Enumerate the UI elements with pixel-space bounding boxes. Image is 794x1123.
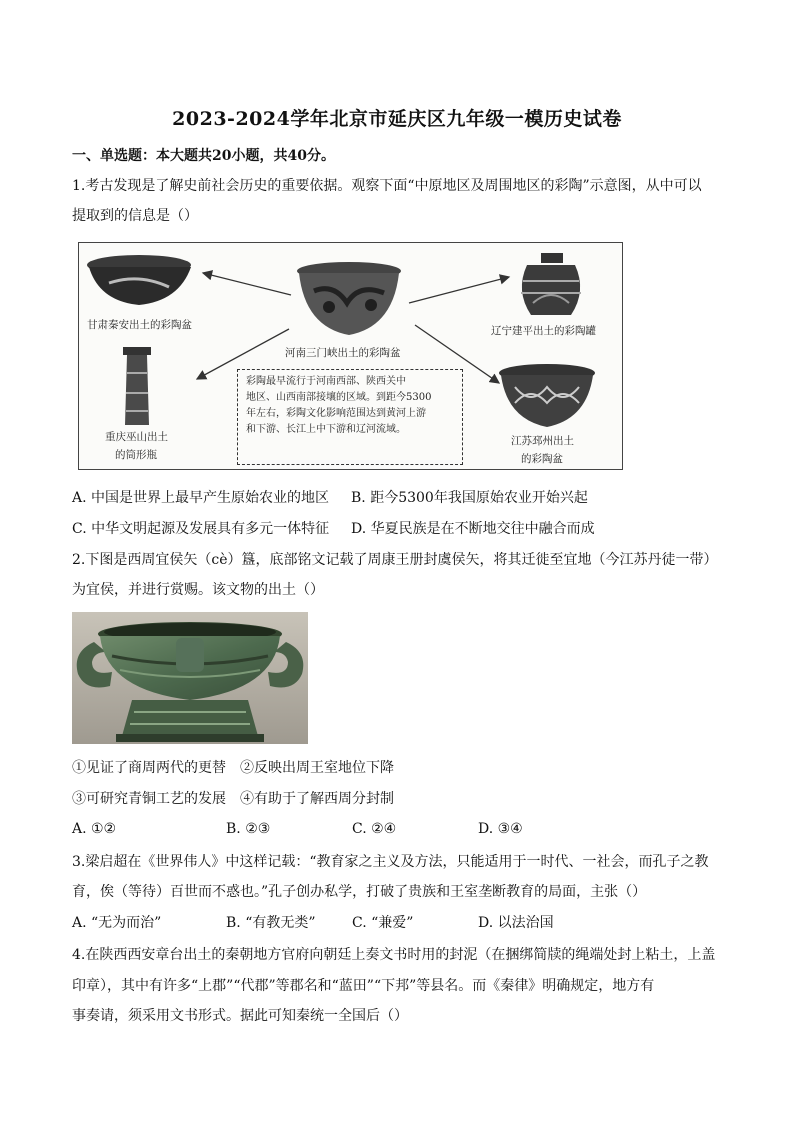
q2-option-d[interactable]: D. ③④ [478,821,523,837]
caption-chongqing-2: 的筒形瓶 [115,449,157,461]
henan-basin-image [297,262,401,335]
q1-option-c[interactable]: C. 中华文明起源及发展具有多元一体特征 [72,521,330,537]
q3-stem-line1: 3.梁启超在《世界伟人》中这样记载：“教育家之主义及方法，只能适用于一时代、一社会，而孔子之教 [72,854,709,870]
q1-pottery-figure [78,242,623,470]
q2-item-line1: ①见证了商周两代的更替 ②反映出周王室地位下降 [72,760,394,776]
liaoning-jar-image [521,253,581,315]
gansu-basin-image [87,255,191,305]
jiangsu-basin-image [499,364,595,427]
q1-stem-line2: 提取到的信息是（） [72,208,198,224]
exam-title: 2023-2024学年北京市延庆区九年级一模历史试卷 [172,108,622,130]
q1-option-a[interactable]: A. 中国是世界上最早产生原始农业的地区 [72,490,330,506]
section-heading: 一、单选题：本大题共20小题，共40分。 [72,148,335,164]
q2-option-a[interactable]: A. ①② [72,821,117,837]
q1-option-d[interactable]: D. 华夏民族是在不断地交往中融合而成 [351,521,595,537]
q2-option-b[interactable]: B. ②③ [226,821,271,837]
caption-henan: 河南三门峡出土的彩陶盆 [285,347,401,359]
caption-chongqing-1: 重庆巫山出土 [105,431,168,443]
q1-option-b[interactable]: B. 距今5300年我国原始农业开始兴起 [351,490,588,506]
q4-stem-line1: 4.在陕西西安章台出土的秦朝地方官府向朝廷上奏文书时用的封泥（在捆绑简牍的绳端处封上粘土，上盖 [72,947,716,963]
pottery-note-box: 彩陶最早流行于河南西部、陕西关中 地区、山西南部接壤的区域。到距今5300 年左右，彩陶文化影响范围达到黄河上游 和下游、长江上中下游和辽河流域。 [237,369,463,465]
q2-bronze-gui-image [72,612,308,744]
q4-stem-line3: 事奏请，须采用文书形式。据此可知秦统一全国后（） [72,1008,408,1024]
q2-item-line2: ③可研究青铜工艺的发展 ④有助于了解西周分封制 [72,791,394,807]
caption-gansu: 甘肃秦安出土的彩陶盆 [87,319,192,331]
q3-stem-line2: 育，俟（等待）百世而不惑也。”孔子创办私学，打破了贵族和王室垄断教育的局面，主张（） [72,884,647,900]
q3-option-d[interactable]: D. 以法治国 [478,915,554,931]
caption-jiangsu-1: 江苏邳州出土 [511,435,574,447]
caption-jiangsu-2: 的彩陶盆 [521,453,563,465]
q3-option-a[interactable]: A. “无为而治” [72,915,162,931]
chongqing-bottle-image [123,347,151,425]
q2-stem-line2: 为宜侯，并进行赏赐。该文物的出土（） [72,582,324,598]
q4-stem-line2: 印章），其中有许多“上郡”“代郡”等郡名和“蓝田”“下邦”等县名。而《秦律》明确规定，地方有 [72,978,655,994]
q2-option-c[interactable]: C. ②④ [352,821,397,837]
q3-option-b[interactable]: B. “有教无类” [226,915,316,931]
caption-liaoning: 辽宁建平出土的彩陶罐 [491,325,596,337]
q3-option-c[interactable]: C. “兼爱” [352,915,414,931]
q2-stem-line1: 2.下图是西周宜侯矢（cè）簋，底部铭文记载了周康王册封虞侯矢，将其迁徙至宜地（今江苏丹徒一带） [72,552,718,568]
q1-stem-line1: 1.考古发现是了解史前社会历史的重要依据。观察下面“中原地区及周围地区的彩陶”示意图，从中可以 [72,178,702,194]
